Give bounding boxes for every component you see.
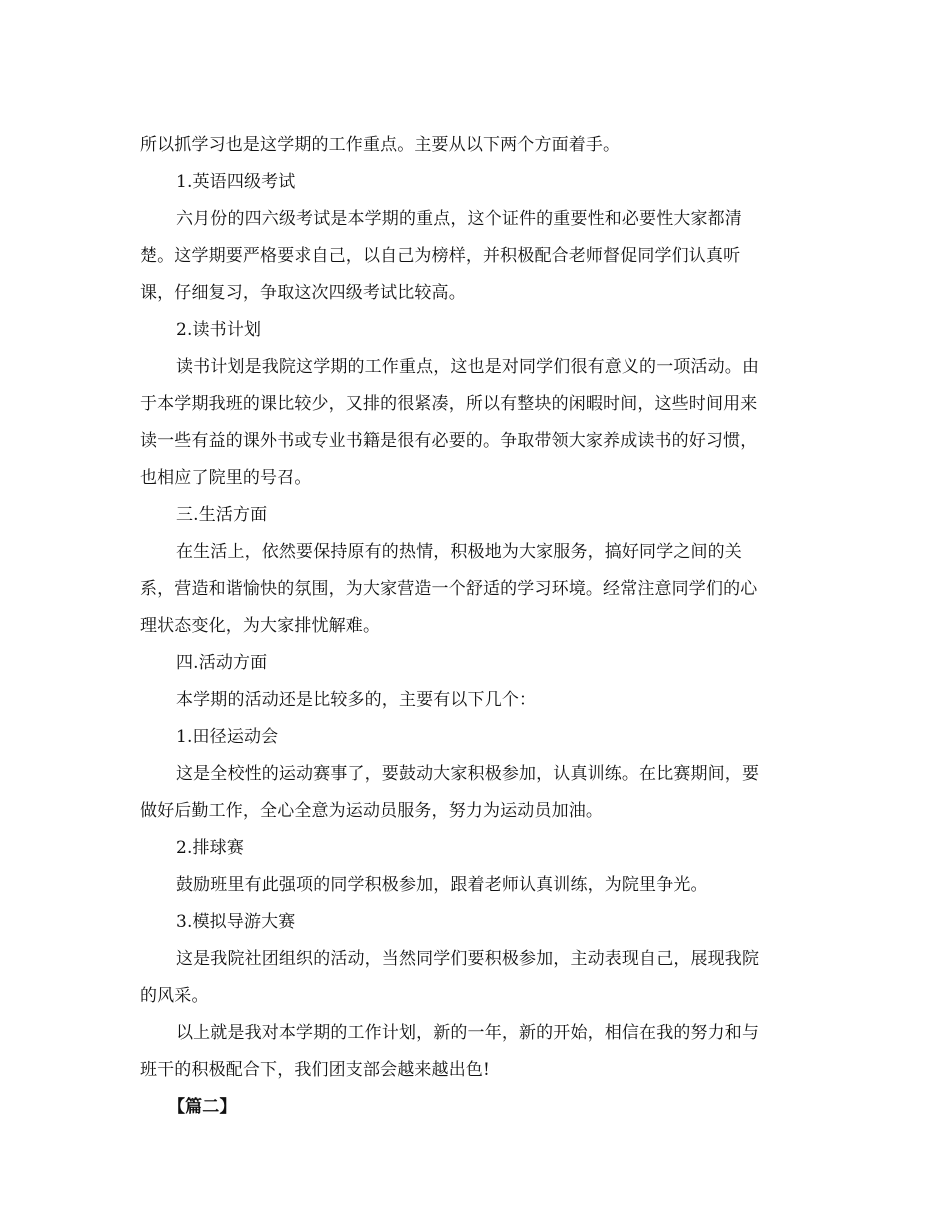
text-line-19: 做好后勤工作，全心全意为运动员服务，努力为运动员加油。	[140, 801, 604, 821]
text-line-21: 鼓励班里有此强项的同学积极参加，跟着老师认真训练，为院里争光。	[176, 875, 708, 895]
text-line-13: 系，营造和谐愉快的氛围，为大家营造一个舒适的学习环境。经常注意同学们的心	[140, 579, 758, 599]
text-line-5: 课，仔细复习，争取这次四级考试比较高。	[140, 283, 466, 303]
text-line-7: 读书计划是我院这学期的工作重点，这也是对同学们很有意义的一项活动。由	[176, 357, 760, 377]
text-line-17: 1.田径运动会	[176, 727, 279, 747]
text-line-6: 2.读书计划	[176, 320, 262, 340]
text-line-4: 楚。这学期要严格要求自己，以自己为榜样，并积极配合老师督促同学们认真听	[140, 246, 741, 266]
text-line-25: 以上就是我对本学期的工作计划，新的一年，新的开始，相信在我的努力和与	[176, 1023, 760, 1043]
text-line-2: 1.英语四级考试	[176, 172, 296, 192]
text-line-18: 这是全校性的运动赛事了，要鼓动大家积极参加，认真训练。在比赛期间，要	[176, 764, 760, 784]
text-line-3: 六月份的四六级考试是本学期的重点，这个证件的重要性和必要性大家都清	[176, 209, 742, 229]
text-line-11: 三.生活方面	[176, 505, 268, 525]
text-line-16: 本学期的活动还是比较多的，主要有以下几个：	[176, 690, 537, 710]
text-line-26: 班干的积极配合下，我们团支部会越来越出色!	[140, 1060, 490, 1080]
text-line-23: 这是我院社团组织的活动，当然同学们要积极参加，主动表现自己，展现我院	[176, 949, 760, 969]
section-heading: 【篇二】	[168, 1097, 237, 1117]
text-line-1: 所以抓学习也是这学期的工作重点。主要从以下两个方面着手。	[140, 135, 621, 155]
text-line-10: 也相应了院里的号召。	[140, 468, 312, 488]
text-line-24: 的风采。	[140, 986, 209, 1006]
text-line-22: 3.模拟导游大赛	[176, 912, 296, 932]
text-line-8: 于本学期我班的课比较少，又排的很紧凑，所以有整块的闲暇时间，这些时间用来	[140, 394, 758, 414]
document-body	[140, 127, 815, 1126]
text-line-9: 读一些有益的课外书或专业书籍是很有必要的。争取带领大家养成读书的好习惯，	[140, 431, 758, 451]
text-line-20: 2.排球赛	[176, 838, 244, 858]
text-line-15: 四.活动方面	[176, 653, 268, 673]
text-line-12: 在生活上，依然要保持原有的热情，积极地为大家服务，搞好同学之间的关	[176, 542, 742, 562]
text-line-14: 理状态变化，为大家排忧解难。	[140, 616, 381, 636]
